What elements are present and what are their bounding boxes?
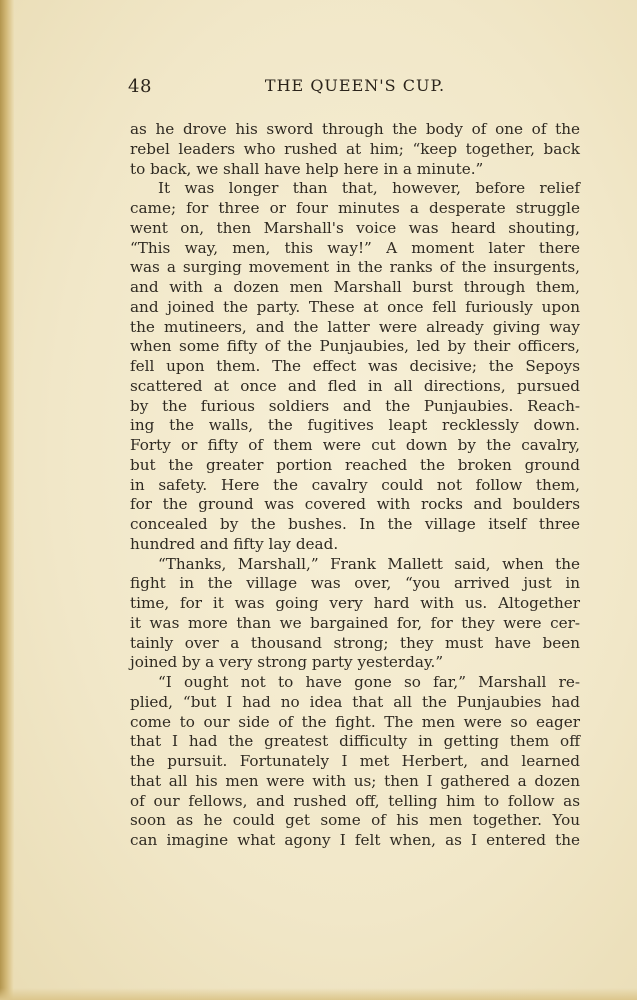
text-line: “Thanks, Marshall,” Frank Mallett said, when the bbox=[158, 554, 580, 573]
text-line: tainly over a thousand strong; they must have been bbox=[130, 633, 580, 652]
text-line: fell upon them. The effect was decisive; the Sepoys bbox=[130, 357, 580, 375]
text-line: but the greater portion reached the broken ground bbox=[130, 455, 580, 474]
text-line: to back, we shall have help here in a minute.” bbox=[130, 159, 484, 178]
text-line: Forty or fifty of them were cut down by the cavalry, bbox=[130, 436, 580, 454]
text-line: ing the walls, the fugitives leapt recklessly down. bbox=[130, 416, 580, 435]
text-line: scattered at once and fled in all directions, pursued bbox=[130, 376, 580, 395]
text-line: when some fifty of the Punjaubies, led by their officers, bbox=[130, 337, 580, 356]
text-line: by the furious soldiers and the Punjaubies. Reach- bbox=[130, 396, 580, 415]
page-bottom-edge bbox=[0, 988, 637, 1000]
text-line: went on, then Marshall's voice was heard shouting, bbox=[130, 218, 580, 237]
page-spine-edge bbox=[0, 0, 14, 1000]
text-line: came; for three or four minutes a desperate struggle bbox=[130, 199, 580, 217]
text-line: of our fellows, and rushed off, telling him to follow as bbox=[130, 791, 580, 810]
text-line: and joined the party. These at once fell furiously upon bbox=[130, 297, 580, 316]
text-line: can imagine what agony I felt when, as I entered the bbox=[130, 831, 580, 849]
text-line: for the ground was covered with rocks and boulders bbox=[130, 495, 580, 514]
text-line: that all his men were with us; then I gathered a dozen bbox=[130, 771, 580, 790]
text-line: that I had the greatest difficulty in getting them off bbox=[130, 732, 580, 751]
page-number: 48 bbox=[128, 76, 152, 97]
text-line: as he drove his sword through the body of one of the bbox=[130, 120, 580, 138]
text-line: the pursuit. Fortunately I met Herbert, and learned bbox=[130, 752, 580, 770]
text-line: joined by a very strong party yesterday.” bbox=[130, 653, 444, 672]
text-line: the mutineers, and the latter were already giving way bbox=[130, 317, 580, 336]
text-line: soon as he could get some of his men together. You bbox=[130, 811, 580, 830]
running-title: THE QUEEN'S CUP. bbox=[264, 76, 446, 95]
text-line: and with a dozen men Marshall burst through them, bbox=[130, 278, 580, 296]
text-line: concealed by the bushes. In the village itself three bbox=[130, 515, 580, 533]
text-line: in safety. Here the cavalry could not follow them, bbox=[130, 475, 580, 494]
text-line: it was more than we bargained for, for they were cer- bbox=[130, 613, 580, 632]
body-text bbox=[130, 120, 580, 851]
text-line: rebel leaders who rushed at him; “keep together, back bbox=[130, 139, 580, 158]
text-line: time, for it was going very hard with us. Altogether bbox=[130, 594, 580, 612]
text-line: hundred and fifty lay dead. bbox=[130, 534, 339, 553]
text-line: plied, “but I had no idea that all the Punjaubies had bbox=[130, 692, 580, 711]
running-head bbox=[128, 76, 582, 100]
text-line: come to our side of the fight. The men were so eager bbox=[130, 712, 580, 731]
text-line: It was longer than that, however, before relief bbox=[158, 179, 580, 198]
text-line: “This way, men, this way!” A moment later there bbox=[130, 238, 580, 257]
text-line: was a surging movement in the ranks of the insurgents, bbox=[130, 258, 580, 277]
text-line: fight in the village was over, “you arrived just in bbox=[130, 574, 580, 593]
text-line: “I ought not to have gone so far,” Marshall re- bbox=[158, 673, 580, 691]
